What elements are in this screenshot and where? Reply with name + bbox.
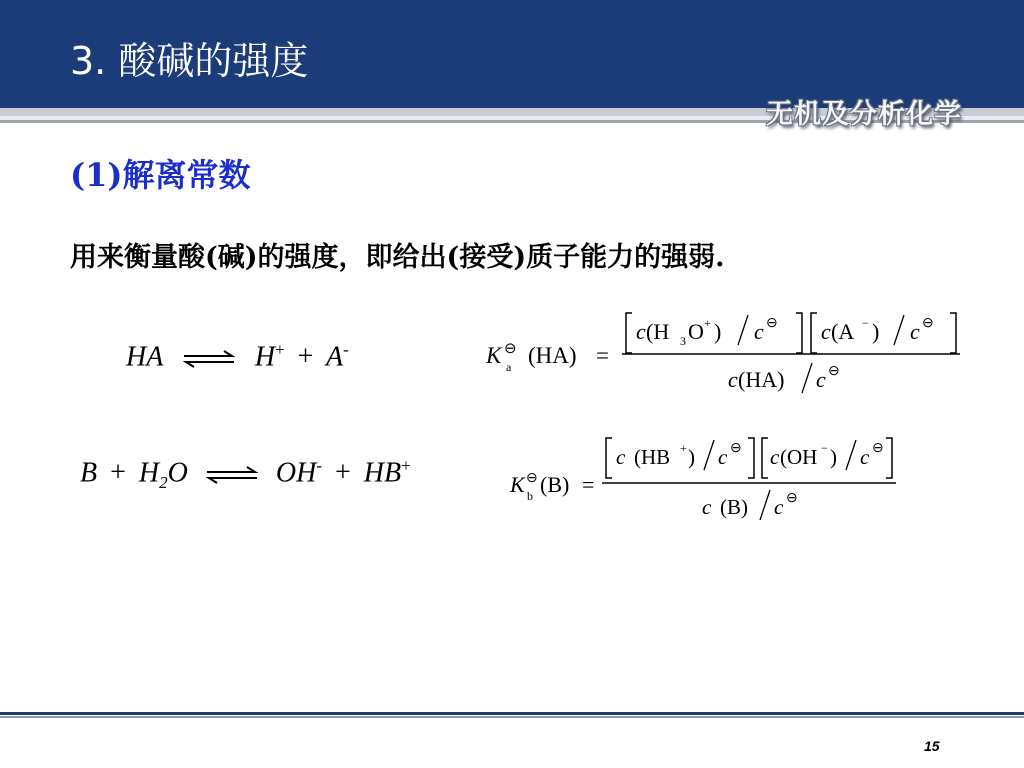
close-paren: ) <box>714 319 722 344</box>
hb-charge: + <box>680 441 687 455</box>
conc-c-standard: c <box>754 319 764 344</box>
conc-c: c <box>770 445 780 469</box>
h3o-open: (H <box>646 319 670 344</box>
proton: H <box>254 341 276 373</box>
ka-k: K <box>486 343 502 368</box>
ka-formula <box>484 305 964 402</box>
ka-argument: (HA) <box>528 343 577 368</box>
plus-sign: + <box>297 341 314 373</box>
standard-state-symbol: ⊖ <box>922 316 934 331</box>
conc-c: c <box>702 495 712 519</box>
water-o: O <box>167 457 188 489</box>
ka-subscript: a <box>506 360 512 374</box>
oh-charge: − <box>821 441 828 455</box>
conc-c-standard: c <box>816 367 826 392</box>
standard-state-symbol: ⊖ <box>828 364 840 379</box>
a-open: (A <box>831 319 855 344</box>
plus-sign: + <box>335 457 351 489</box>
hydroxide: OH <box>275 457 317 489</box>
base-equilibrium-equation <box>80 456 411 493</box>
footer-rule-light <box>0 716 1024 718</box>
conjugate-acid: HB <box>363 457 402 489</box>
acid-ha: HA <box>126 341 163 373</box>
course-brand-logo: 无机及分析化学 <box>766 99 962 130</box>
h3o-charge: + <box>704 316 711 330</box>
description-text: 用来衡量酸(碱)的强度，即给出(接受)质子能力的强弱. <box>70 242 725 273</box>
section-heading: (1)解离常数 <box>70 156 251 194</box>
close-paren: ) <box>688 445 695 469</box>
equilibrium-arrows-icon <box>205 466 259 484</box>
footer-rule <box>0 712 1024 715</box>
a-charge: − <box>862 316 869 330</box>
standard-state-symbol: ⊖ <box>504 341 517 357</box>
standard-state-symbol: ⊖ <box>526 471 538 486</box>
conjugate-acid-charge: + <box>401 456 411 475</box>
conc-c: c <box>821 319 831 344</box>
standard-state-symbol: ⊖ <box>730 441 742 456</box>
close-paren: ) <box>872 319 880 344</box>
conc-c-standard: c <box>718 445 728 469</box>
close-paren: ) <box>830 445 837 469</box>
conc-c-standard: c <box>910 319 920 344</box>
conc-c-standard: c <box>774 495 784 519</box>
h3o-subscript: 3 <box>680 334 686 348</box>
kb-subscript: b <box>527 489 533 503</box>
acid-equilibrium-equation <box>126 340 349 373</box>
water-subscript: 2 <box>159 472 168 492</box>
oh-open: (OH <box>780 445 818 469</box>
conc-c: c <box>636 319 646 344</box>
kb-argument: (B) <box>540 472 570 497</box>
slide-title: 3. 酸碱的强度 <box>70 39 309 83</box>
denominator-argument: (B) <box>720 495 748 519</box>
conc-c: c <box>728 367 738 392</box>
equilibrium-arrows-icon <box>182 350 236 368</box>
hb-open: (HB <box>634 445 671 469</box>
standard-state-symbol: ⊖ <box>786 491 798 506</box>
denominator-argument: (HA) <box>738 367 785 392</box>
kb-k: K <box>510 472 525 497</box>
water-h: H <box>138 457 160 489</box>
conjugate-base-charge: - <box>343 340 349 359</box>
base-b: B <box>80 457 98 489</box>
standard-state-symbol: ⊖ <box>872 441 884 456</box>
conjugate-base: A <box>325 341 344 373</box>
equals-sign: = <box>582 472 595 497</box>
kb-formula <box>508 430 908 527</box>
kb-formula-graphic <box>508 430 908 522</box>
conc-c-standard: c <box>860 445 870 469</box>
page-number: 15 <box>924 738 940 754</box>
h3o-o: O <box>688 319 704 344</box>
equals-sign: = <box>596 343 609 368</box>
standard-state-symbol: ⊖ <box>766 316 778 331</box>
conc-c: c <box>616 445 626 469</box>
hydroxide-charge: - <box>316 456 322 475</box>
ka-formula-graphic <box>484 305 964 397</box>
proton-charge: + <box>275 340 285 359</box>
plus-sign: + <box>110 457 126 489</box>
